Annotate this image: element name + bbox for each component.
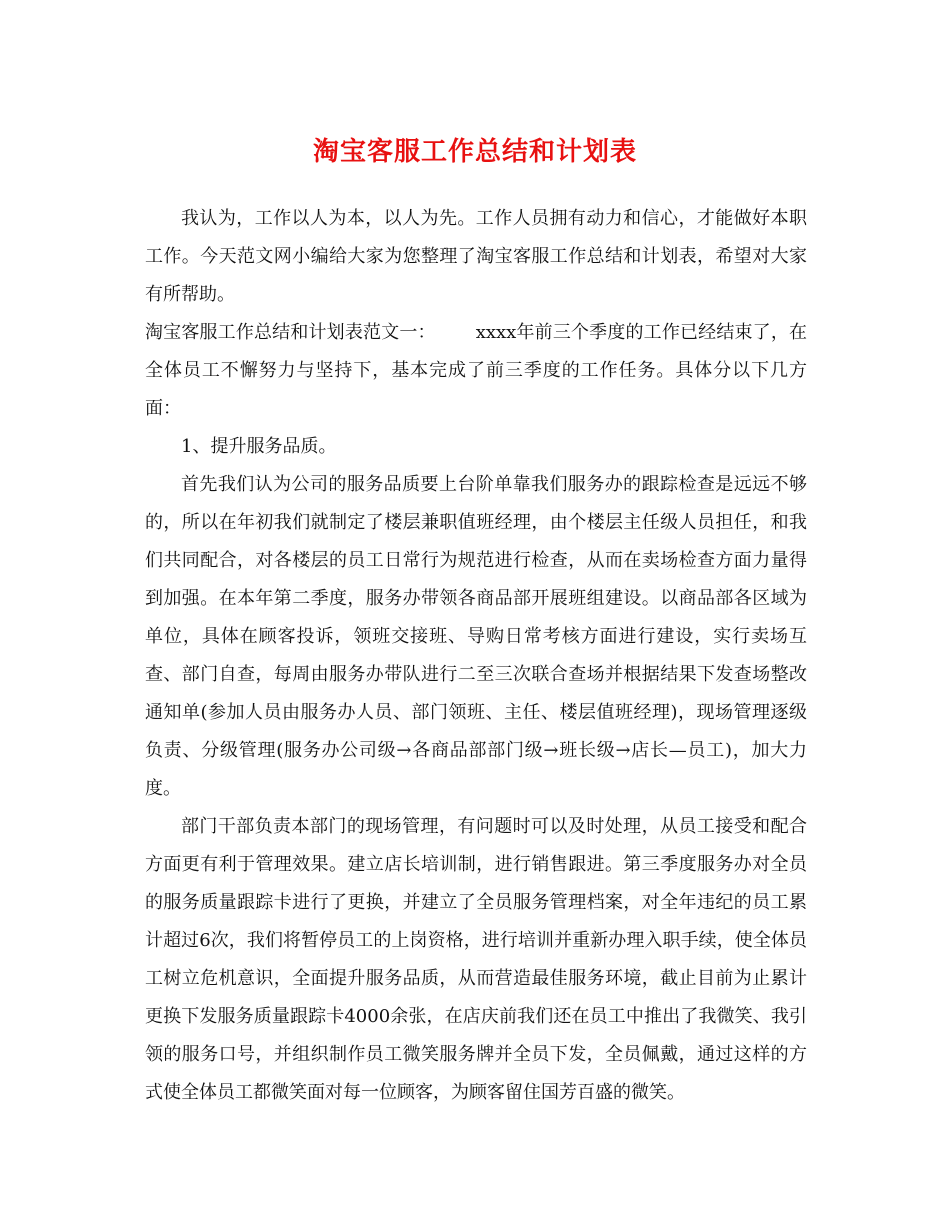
- sample-heading: 淘宝客服工作总结和计划表范文一：: [145, 322, 436, 343]
- section-heading-1: 1、提升服务品质。: [181, 436, 337, 457]
- document-title: 淘宝客服工作总结和计划表: [312, 137, 637, 167]
- sample-intro-text: xxxx年前三个季度的工作已经结束了，在全体员工不懈努力与坚持下，基本完成了前三季度的工作任务。具体分以下几方面：: [145, 322, 808, 419]
- document-body: [145, 200, 807, 1112]
- paragraph-sample-one: [145, 314, 807, 428]
- paragraph-body-1: 首先我们认为公司的服务品质要上台阶单靠我们服务办的跟踪检查是远远不够的，所以在年初我们就制定了楼层兼职值班经理，由个楼层主任级人员担任，和我们共同配合，对各楼层的员工日常行为规范进行检查，从而在卖场检查方面力量得到加强。在本年第二季度，服务办带领各商品部开展班组建设。以商品部各区域为单位，具体在顾客投诉，领班交接班、导购日常考核方面进行建设，实行卖场互查、部门自查，每周由服务办带队进行二至三次联合查场并根据结果下发查场整改通知单(参加人员由服务办人员、部门领班、主任、楼层值班经理)，现场管理逐级负责、分级管理(服务办公司级→各商品部部门级→班长级→店长—员工)，加大力度。: [145, 474, 807, 799]
- paragraph-intro: 我认为，工作以人为本，以人为先。工作人员拥有动力和信心，才能做好本职工作。今天范文网小编给大家为您整理了淘宝客服工作总结和计划表，希望对大家有所帮助。: [145, 208, 807, 305]
- paragraph-body-2: 部门干部负责本部门的现场管理，有问题时可以及时处理，从员工接受和配合方面更有利于管理效果。建立店长培训制，进行销售跟进。第三季度服务办对全员的服务质量跟踪卡进行了更换，并建立了全员服务管理档案，对全年违纪的员工累计超过6次，我们将暂停员工的上岗资格，进行培训并重新办理入职手续，使全体员工树立危机意识，全面提升服务品质，从而营造最佳服务环境，截止目前为止累计更换下发服务质量跟踪卡4000余张，在店庆前我们还在员工中推出了我微笑、我引领的服务口号，并组织制作员工微笑服务牌并全员下发，全员佩戴，通过这样的方式使全体员工都微笑面对每一位顾客，为顾客留住国芳百盛的微笑。: [145, 816, 807, 1103]
